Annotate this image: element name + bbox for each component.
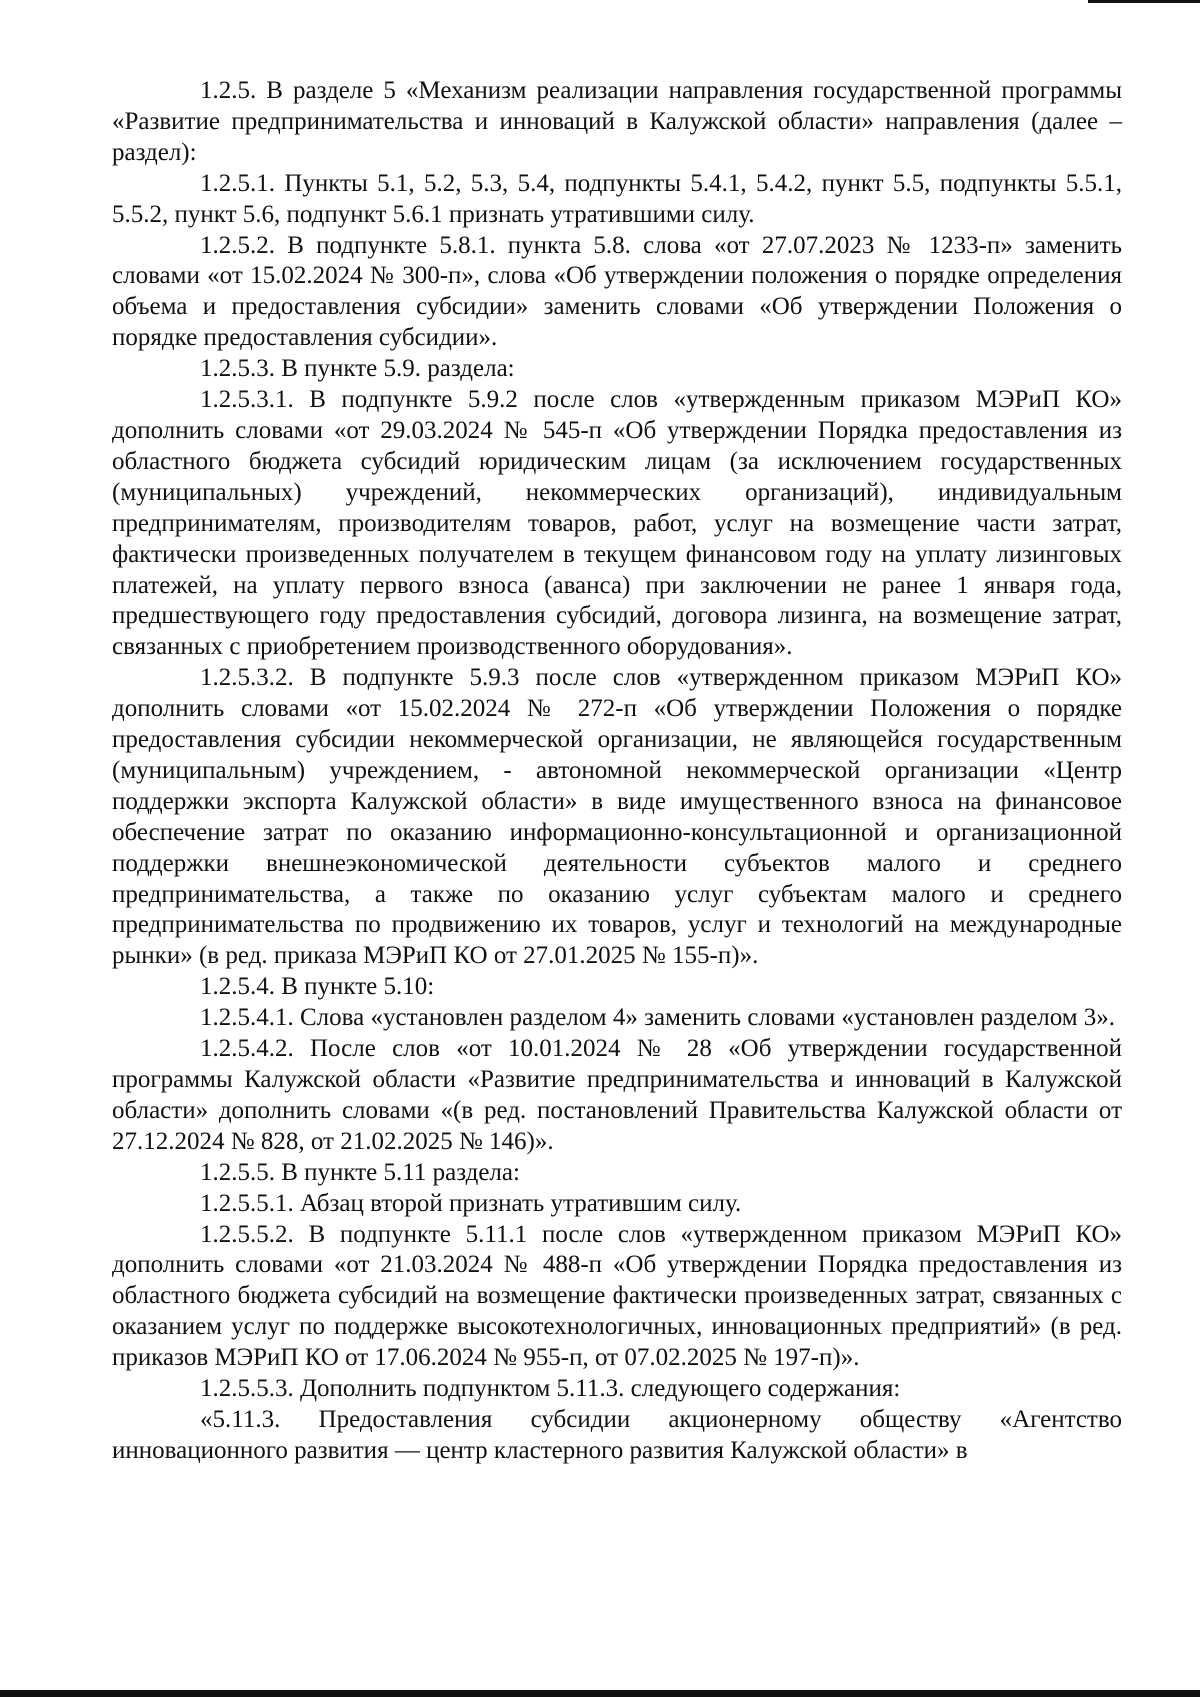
paragraph-1-2-5-2: 1.2.5.2. В подпункте 5.8.1. пункта 5.8. слова «от 27.07.2023 № 1233-п» заменить словами «от 15.02.2024 № 300-п», слова «Об утверждении положения о порядке определения объема и предоставления субсидии» заменить словами «Об утверждении Положения о порядке предоставления субсидии». [112,231,1122,352]
paragraph-1-2-5-5-1: 1.2.5.5.1. Абзац второй признать утратившим силу. [200,1189,742,1217]
paragraph-1-2-5-3-2: 1.2.5.3.2. В подпункте 5.9.3 после слов «утвержденном приказом МЭРиП КО» дополнить словами «от 15.02.2024 № 272-п «Об утверждении Положения о порядке предоставления субсидии некоммерческой организации, не являющейся государственным (муниципальным) учреждением, - автономной некоммерческой организации «Центр поддержки экспорта Калужской области» в виде имущественного взноса на финансовое обеспечение затрат по оказанию информационно-консультационной и организационной поддержки внешнеэкономической деятельности субъектов малого и среднего предпринимательства, а также по оказанию услуг субъектам малого и среднего предпринимательства по продвижению их товаров, услуг и технологий на международные рынки» (в ред. приказа МЭРиП КО от 27.01.2025 № 155-п)». [112,664,1122,970]
document-body [112,76,1122,1467]
paragraph-1-2-5-5-2: 1.2.5.5.2. В подпункте 5.11.1 после слов «утвержденном приказом МЭРиП КО» дополнить словами «от 21.03.2024 № 488-п «Об утверждении Порядка предоставления из областного бюджета субсидий на возмещение фактически произведенных затрат, связанных с оказанием услуг по поддержке высокотехнологичных, инновационных предприятий» (в ред. приказов МЭРиП КО от 17.06.2024 № 955-п, от 07.02.2025 № 197-п)». [112,1220,1122,1372]
paragraph-1-2-5-3-1: 1.2.5.3.1. В подпункте 5.9.2 после слов «утвержденным приказом МЭРиП КО» дополнить словами «от 29.03.2024 № 545-п «Об утверждении Порядка предоставления из областного бюджета субсидий юридическим лицам (за исключением государственных (муниципальных) учреждений, некоммерческих организаций), индивидуальным предпринимателям, производителям товаров, работ, услуг на возмещение части затрат, фактически произведенных получателем в текущем финансовом году на уплату лизинговых платежей, на уплату первого взноса (аванса) при заключении не ранее 1 января года, предшествующего году предоставления субсидий, договора лизинга, на возмещение затрат, связанных с приобретением производственного оборудования». [112,386,1122,661]
paragraph-5-11-3: «5.11.3. Предоставления субсидии акционерному обществу «Агентство инновационного развития — центр кластерного развития Калужской области» в [112,1405,1122,1464]
paragraph-1-2-5-1: 1.2.5.1. Пункты 5.1, 5.2, 5.3, 5.4, подпункты 5.4.1, 5.4.2, пункт 5.5, подпункты 5.5.1, 5.5.2, пункт 5.6, подпункт 5.6.1 признать утратившими силу. [112,169,1122,228]
paragraph-1-2-5-5-3: 1.2.5.5.3. Дополнить подпунктом 5.11.3. следующего содержания: [200,1375,901,1403]
paragraph-1-2-5-3: 1.2.5.3. В пункте 5.9. раздела: [200,355,515,383]
paragraph-1-2-5: 1.2.5. В разделе 5 «Механизм реализации направления государственной программы «Развитие предпринимательства и инноваций в Калужской области» направления (далее – раздел): [112,77,1122,166]
paragraph-1-2-5-4-2: 1.2.5.4.2. После слов «от 10.01.2024 № 28 «Об утверждении государственной программы Калужской области «Развитие предпринимательства и инноваций в Калужской области» дополнить словами «(в ред. постановлений Правительства Калужской области от 27.12.2024 № 828, от 21.02.2025 № 146)». [112,1035,1122,1155]
paragraph-1-2-5-4-1: 1.2.5.4.1. Слова «установлен разделом 4» заменить словами «установлен разделом 3». [200,1004,1116,1032]
scan-edge-top [1088,0,1200,3]
scan-edge-bottom [0,1690,1200,1697]
paragraph-1-2-5-4: 1.2.5.4. В пункте 5.10: [200,973,435,1001]
paragraph-1-2-5-5: 1.2.5.5. В пункте 5.11 раздела: [200,1158,520,1186]
